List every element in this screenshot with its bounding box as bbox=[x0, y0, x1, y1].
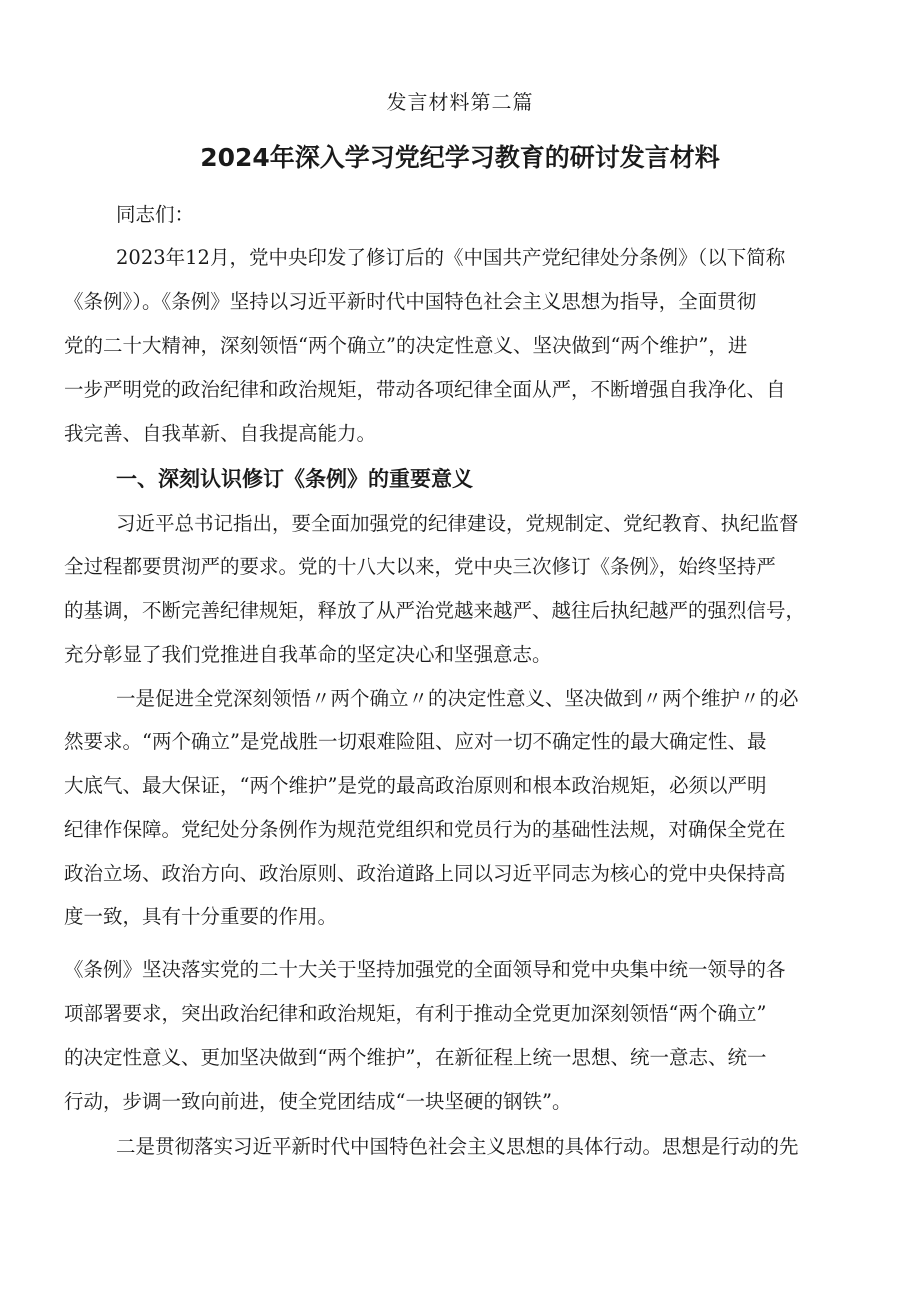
salutation: 同志们： bbox=[116, 203, 195, 226]
paragraph-line: 度一致，具有十分重要的作用。 bbox=[64, 905, 338, 928]
paragraph-line: 大底气、最大保证，“两个维护”是党的最高政治原则和根本政治规矩，必须以严明 bbox=[64, 774, 767, 797]
paragraph-line: 全过程都要贯沏严的要求。党的十八大以来，党中央三次修订《条例》，始终坚持严 bbox=[64, 555, 776, 578]
paragraph-line: 纪律作保障。党纪处分条例作为规范党组织和党员行为的基础性法规，对确保全党在 bbox=[64, 818, 786, 841]
paragraph-line: 我完善、自我革新、自我提高能力。 bbox=[64, 422, 377, 445]
paragraph-line: 行动，步调一致向前进，使全党团结成“一块坚硬的钢铁”。 bbox=[64, 1090, 572, 1113]
paragraph-line: 充分彰显了我们党推进自我革命的坚定决心和坚强意志。 bbox=[64, 643, 552, 666]
paragraph-line: 的基调，不断完善纪律规矩，释放了从严治党越来越严、越往后执纪越严的强烈信号， bbox=[64, 599, 806, 622]
paragraph-line: 政治立场、政治方向、政治原则、政治道路上同以习近平同志为核心的党中央保持高 bbox=[64, 862, 786, 885]
paragraph-line: 二是贯彻落实习近平新时代中国特色社会主义思想的具体行动。思想是行动的先 bbox=[116, 1135, 799, 1158]
section-heading: 一、深刻认识修订《条例》的重要意义 bbox=[116, 467, 473, 491]
document-subtitle: 发言材料第二篇 bbox=[386, 90, 534, 114]
paragraph-line: 2023年12月，党中央印发了修订后的《中国共产党纪律处分条例》（以下简称 bbox=[116, 246, 786, 269]
paragraph-line: 的决定性意义、更加坚决做到“两个维护”，在新征程上统一思想、统一意志、统一 bbox=[64, 1046, 767, 1069]
paragraph-line: 项部署要求，突出政治纪律和政治规矩，有利于推动全党更加深刻领悟“两个确立” bbox=[64, 1002, 767, 1025]
paragraph-line: 一步严明党的政治纪律和政治规矩，带动各项纪律全面从严，不断增强自我净化、自 bbox=[64, 378, 786, 401]
paragraph-line: 一是促进全党深刻领悟〃两个确立〃的决定性意义、坚决做到〃两个维护〃的必 bbox=[116, 687, 799, 710]
paragraph-line: 然要求。“两个确立”是党战胜一切艰难险阻、应对一切不确定性的最大确定性、最 bbox=[64, 730, 767, 753]
paragraph-line: 党的二十大精神，深刻领悟“两个确立”的决定性意义、坚决做到“两个维护”，进 bbox=[64, 334, 748, 357]
paragraph-line: 习近平总书记指出，要全面加强党的纪律建设，党规制定、党纪教育、执纪监督 bbox=[116, 512, 799, 535]
paragraph-line: 《条例》）。《条例》坚持以习近平新时代中国特色社会主义思想为指导，全面贯彻 bbox=[64, 290, 757, 313]
document-title: 2024年深入学习党纪学习教育的研讨发言材料 bbox=[200, 143, 720, 172]
paragraph-line: 《条例》坚决落实党的二十大关于坚持加强党的全面领导和党中央集中统一领导的各 bbox=[64, 958, 786, 981]
